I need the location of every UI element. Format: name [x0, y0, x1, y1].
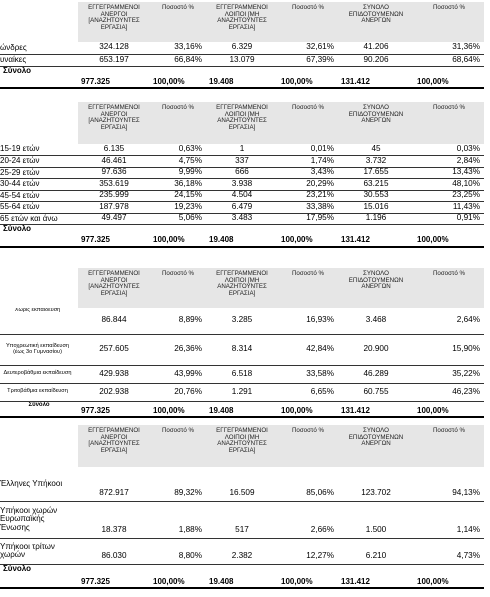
cell-pct: 66,84% [150, 54, 206, 66]
cell-value: 3.938 [206, 179, 278, 191]
total-value: 977.325 [78, 225, 150, 247]
header-pct: Ποσοστό % [278, 425, 338, 467]
header-reg-other: ΕΓΓΕΓΡΑΜΜΕΝΟΙ ΛΟΙΠΟΙ [ΜΗ ΑΝΑΖΗΤΟΥΝΤΕΣ ΕΡΓΑΣΙΑ] [206, 2, 278, 42]
cell-value: 1.500 [338, 501, 414, 538]
cell-value: 324.128 [78, 42, 150, 54]
cell-value: 16.509 [206, 467, 278, 501]
cell-pct: 15,90% [414, 334, 484, 365]
cell-value: 15.016 [338, 202, 414, 214]
cell-value: 187.978 [78, 202, 150, 214]
cell-pct: 85,06% [278, 467, 338, 501]
header-blank [0, 268, 78, 308]
header-pct: Ποσοστό % [278, 102, 338, 144]
cell-pct: 24,15% [150, 190, 206, 202]
total-pct: 100,00% [278, 564, 338, 588]
cell-pct: 89,32% [150, 467, 206, 501]
cell-value: 90.206 [338, 54, 414, 66]
cell-value: 2.382 [206, 538, 278, 564]
total-pct: 100,00% [414, 401, 484, 417]
cell-pct: 4,73% [414, 538, 484, 564]
cell-pct: 16,93% [278, 308, 338, 334]
total-row [0, 225, 484, 247]
total-value: 19.408 [206, 225, 278, 247]
cell-pct: 20,76% [150, 383, 206, 401]
total-label: Σύνολο [0, 564, 78, 588]
table-row [0, 365, 484, 383]
cell-pct: 8,89% [150, 308, 206, 334]
total-row [0, 66, 484, 88]
cell-value: 63.215 [338, 179, 414, 191]
cell-pct: 0,03% [414, 144, 484, 156]
header-pct: Ποσοστό % [414, 102, 484, 144]
cell-value: 8.314 [206, 334, 278, 365]
row-label: 15-19 ετών [0, 144, 78, 156]
cell-value: 1.291 [206, 383, 278, 401]
total-label: Σύνολο [0, 225, 78, 247]
gender-table [0, 2, 484, 89]
total-value: 131.412 [338, 66, 414, 88]
cell-value: 49.497 [78, 213, 150, 225]
header-reg-unemployed: ΕΓΓΕΓΡΑΜΜΕΝΟΙ ΑΝΕΡΓΟΙ [ΑΝΑΖΗΤΟΥΝΤΕΣ ΕΡΓΑΣΙΑ] [78, 425, 150, 467]
cell-pct: 32,61% [278, 42, 338, 54]
header-blank [0, 425, 78, 467]
cell-value: 337 [206, 156, 278, 168]
cell-pct: 11,43% [414, 202, 484, 214]
total-row [0, 401, 484, 417]
cell-pct: 8,80% [150, 538, 206, 564]
cell-value: 60.755 [338, 383, 414, 401]
total-value: 19.408 [206, 564, 278, 588]
cell-value: 4.504 [206, 190, 278, 202]
table-row [0, 467, 484, 501]
header-reg-unemployed: ΕΓΓΕΓΡΑΜΜΕΝΟΙ ΑΝΕΡΓΟΙ [ΑΝΑΖΗΤΟΥΝΤΕΣ ΕΡΓΑΣΙΑ] [78, 102, 150, 144]
cell-pct: 33,38% [278, 202, 338, 214]
table-row [0, 308, 484, 334]
cell-value: 123.702 [338, 467, 414, 501]
header-pct: Ποσοστό % [278, 2, 338, 42]
header-reg-other: ΕΓΓΕΓΡΑΜΜΕΝΟΙ ΛΟΙΠΟΙ [ΜΗ ΑΝΑΖΗΤΟΥΝΤΕΣ ΕΡΓΑΣΙΑ] [206, 268, 278, 308]
cell-pct: 9,99% [150, 167, 206, 179]
cell-value: 30.553 [338, 190, 414, 202]
cell-value: 41.206 [338, 42, 414, 54]
row-label: Υπήκοοι χωρών Ευρωπαϊκής Ένωσης [0, 501, 78, 538]
header-reg-other: ΕΓΓΕΓΡΑΜΜΕΝΟΙ ΛΟΙΠΟΙ [ΜΗ ΑΝΑΖΗΤΟΥΝΤΕΣ ΕΡΓΑΣΙΑ] [206, 425, 278, 467]
table-row [0, 383, 484, 401]
total-value: 977.325 [78, 564, 150, 588]
cell-value: 1.196 [338, 213, 414, 225]
cell-value: 235.999 [78, 190, 150, 202]
row-label: 55-64 ετών [0, 202, 78, 214]
cell-value: 653.197 [78, 54, 150, 66]
total-row [0, 564, 484, 588]
header-reg-unemployed: ΕΓΓΕΓΡΑΜΜΕΝΟΙ ΑΝΕΡΓΟΙ [ΑΝΑΖΗΤΟΥΝΤΕΣ ΕΡΓΑΣΙΑ] [78, 268, 150, 308]
cell-value: 872.917 [78, 467, 150, 501]
cell-pct: 31,36% [414, 42, 484, 54]
cell-pct: 43,99% [150, 365, 206, 383]
cell-pct: 6,65% [278, 383, 338, 401]
cell-pct: 0,91% [414, 213, 484, 225]
cell-value: 20.900 [338, 334, 414, 365]
cell-value: 6.479 [206, 202, 278, 214]
table-row [0, 202, 484, 214]
header-pct: Ποσοστό % [150, 268, 206, 308]
cell-pct: 67,39% [278, 54, 338, 66]
cell-value: 13.079 [206, 54, 278, 66]
header-total-subsidized: ΣΥΝΟΛΟ ΕΠΙΔΟΤΟΥΜΕΝΩΝ ΑΝΕΡΓΩΝ [338, 268, 414, 308]
cell-value: 46.461 [78, 156, 150, 168]
education-table [0, 268, 484, 418]
cell-pct: 5,06% [150, 213, 206, 225]
header-pct: Ποσοστό % [150, 102, 206, 144]
table-row [0, 156, 484, 168]
cell-pct: 20,29% [278, 179, 338, 191]
cell-value: 3.732 [338, 156, 414, 168]
total-pct: 100,00% [414, 225, 484, 247]
table-row [0, 334, 484, 365]
cell-pct: 42,84% [278, 334, 338, 365]
header-reg-other: ΕΓΓΕΓΡΑΜΜΕΝΟΙ ΛΟΙΠΟΙ [ΜΗ ΑΝΑΖΗΤΟΥΝΤΕΣ ΕΡΓΑΣΙΑ] [206, 102, 278, 144]
cell-pct: 13,43% [414, 167, 484, 179]
header-blank [0, 102, 78, 144]
row-label: Δευτεροβάθμια εκπαίδευση [0, 365, 78, 383]
total-value: 131.412 [338, 401, 414, 417]
cell-value: 202.938 [78, 383, 150, 401]
cell-pct: 23,25% [414, 190, 484, 202]
total-pct: 100,00% [150, 564, 206, 588]
cell-pct: 2,64% [414, 308, 484, 334]
cell-value: 46.289 [338, 365, 414, 383]
age-header-row [0, 102, 484, 144]
age-table [0, 102, 484, 248]
table-row [0, 42, 484, 54]
cell-pct: 12,27% [278, 538, 338, 564]
cell-value: 257.605 [78, 334, 150, 365]
total-pct: 100,00% [150, 66, 206, 88]
total-pct: 100,00% [278, 401, 338, 417]
cell-value: 3.468 [338, 308, 414, 334]
cell-pct: 36,18% [150, 179, 206, 191]
cell-pct: 4,75% [150, 156, 206, 168]
cell-pct: 19,23% [150, 202, 206, 214]
cell-value: 86.844 [78, 308, 150, 334]
education-header-row [0, 268, 484, 308]
header-pct: Ποσοστό % [414, 425, 484, 467]
header-pct: Ποσοστό % [150, 2, 206, 42]
cell-value: 6.135 [78, 144, 150, 156]
header-total-subsidized: ΣΥΝΟΛΟ ΕΠΙΔΟΤΟΥΜΕΝΩΝ ΑΝΕΡΓΩΝ [338, 2, 414, 42]
row-label: Χωρίς εκπαίδευση [0, 308, 78, 334]
cell-value: 429.938 [78, 365, 150, 383]
table-row [0, 144, 484, 156]
cell-value: 3.285 [206, 308, 278, 334]
cell-pct: 0,01% [278, 144, 338, 156]
row-label: 45-54 ετών [0, 190, 78, 202]
header-pct: Ποσοστό % [150, 425, 206, 467]
cell-pct: 17,95% [278, 213, 338, 225]
table-row [0, 179, 484, 191]
cell-pct: 48,10% [414, 179, 484, 191]
cell-pct: 46,23% [414, 383, 484, 401]
cell-value: 86.030 [78, 538, 150, 564]
cell-value: 353.619 [78, 179, 150, 191]
total-value: 19.408 [206, 66, 278, 88]
row-label: ώνδρες [0, 42, 78, 54]
cell-pct: 1,74% [278, 156, 338, 168]
cell-value: 666 [206, 167, 278, 179]
total-pct: 100,00% [150, 401, 206, 417]
table-row [0, 213, 484, 225]
cell-value: 6.329 [206, 42, 278, 54]
nationality-table [0, 425, 484, 589]
cell-pct: 1,14% [414, 501, 484, 538]
gender-header-row [0, 2, 484, 42]
cell-pct: 0,63% [150, 144, 206, 156]
cell-value: 6.210 [338, 538, 414, 564]
cell-pct: 33,16% [150, 42, 206, 54]
total-value: 977.325 [78, 66, 150, 88]
cell-pct: 35,22% [414, 365, 484, 383]
row-label: 30-44 ετών [0, 179, 78, 191]
table-row [0, 501, 484, 538]
cell-pct: 26,36% [150, 334, 206, 365]
table-row [0, 167, 484, 179]
header-pct: Ποσοστό % [414, 268, 484, 308]
total-pct: 100,00% [278, 66, 338, 88]
cell-pct: 68,64% [414, 54, 484, 66]
table-row [0, 538, 484, 564]
row-label: Έλληνες Υπήκοοι [0, 467, 78, 501]
row-label: 25-29 ετών [0, 167, 78, 179]
cell-pct: 1,88% [150, 501, 206, 538]
total-label: Σύνολο [0, 401, 78, 417]
row-label: 65 ετών και άνω [0, 213, 78, 225]
header-pct: Ποσοστό % [414, 2, 484, 42]
cell-value: 3.483 [206, 213, 278, 225]
cell-value: 1 [206, 144, 278, 156]
cell-pct: 2,84% [414, 156, 484, 168]
header-pct: Ποσοστό % [278, 268, 338, 308]
total-value: 131.412 [338, 225, 414, 247]
header-total-subsidized: ΣΥΝΟΛΟ ΕΠΙΔΟΤΟΥΜΕΝΩΝ ΑΝΕΡΓΩΝ [338, 425, 414, 467]
table-row [0, 54, 484, 66]
cell-pct: 3,43% [278, 167, 338, 179]
total-pct: 100,00% [414, 564, 484, 588]
total-value: 19.408 [206, 401, 278, 417]
cell-pct: 23,21% [278, 190, 338, 202]
cell-value: 45 [338, 144, 414, 156]
nationality-header-row [0, 425, 484, 467]
header-total-subsidized: ΣΥΝΟΛΟ ΕΠΙΔΟΤΟΥΜΕΝΩΝ ΑΝΕΡΓΩΝ [338, 102, 414, 144]
total-pct: 100,00% [150, 225, 206, 247]
cell-value: 17.655 [338, 167, 414, 179]
total-label: Σύνολο [0, 66, 78, 88]
cell-value: 18.378 [78, 501, 150, 538]
row-label: Υπήκοοι τρίτων χωρών [0, 538, 78, 564]
total-pct: 100,00% [278, 225, 338, 247]
row-label: Τριτοβάθμια εκπαίδευση [0, 383, 78, 401]
row-label: Υποχρεωτική εκπαίδευση (έως 3ο Γυμνασίου) [0, 334, 78, 365]
table-row [0, 190, 484, 202]
total-pct: 100,00% [414, 66, 484, 88]
total-value: 977.325 [78, 401, 150, 417]
cell-value: 517 [206, 501, 278, 538]
cell-pct: 2,66% [278, 501, 338, 538]
cell-value: 97.636 [78, 167, 150, 179]
header-blank [0, 2, 78, 42]
total-value: 131.412 [338, 564, 414, 588]
cell-pct: 33,58% [278, 365, 338, 383]
row-label: υναίκες [0, 54, 78, 66]
cell-pct: 94,13% [414, 467, 484, 501]
cell-value: 6.518 [206, 365, 278, 383]
header-reg-unemployed: ΕΓΓΕΓΡΑΜΜΕΝΟΙ ΑΝΕΡΓΟΙ [ΑΝΑΖΗΤΟΥΝΤΕΣ ΕΡΓΑΣΙΑ] [78, 2, 150, 42]
row-label: 20-24 ετών [0, 156, 78, 168]
